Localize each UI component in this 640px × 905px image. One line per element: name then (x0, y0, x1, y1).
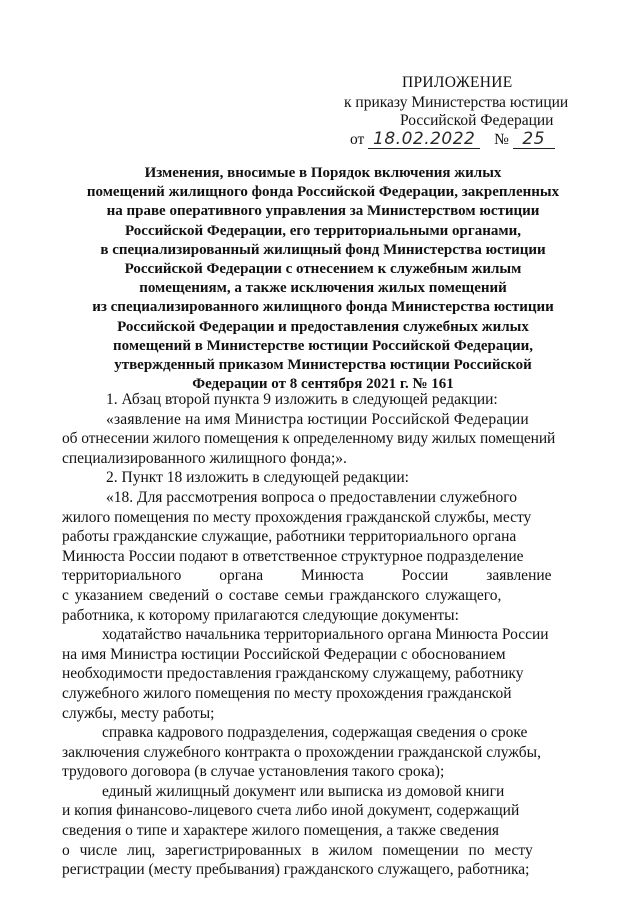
title-line: из специализированного жилищного фонда Министерства юстиции (92, 299, 554, 316)
document-item-line: регистрации (месту пребывания) гражданского служащего, работника; (62, 861, 530, 879)
appendix-order-ref: к приказу Министерства юстиции (344, 94, 569, 111)
quote-2-line: работника, к которому прилагаются следующие документы: (62, 606, 459, 624)
document-item-line: сведения о типе и характере жилого помещения, а также сведения (62, 822, 500, 840)
appendix-federation: Российской Федерации (400, 112, 554, 129)
appendix-date-number (350, 131, 555, 149)
document-item-line: ходатайство начальника территориального органа Минюста России (102, 626, 549, 644)
quote-1-line: об отнесении жилого помещения к определенному виду жилых помещений (62, 430, 556, 448)
document-item-line: о числе лиц, зарегистрированных в жилом помещении по месту (62, 841, 533, 859)
paragraph-2: 2. Пункт 18 изложить в следующей редакции: (106, 469, 409, 487)
title-line: Российской Федерации с отнесением к служебным жилым (124, 261, 522, 278)
document-item-line: справка кадрового подразделения, содержащая сведения о сроке (102, 724, 528, 742)
title-line: Федерации от 8 сентября 2021 г. № 161 (192, 376, 454, 393)
quote-1-line: специализированного жилищного фонда;». (62, 449, 347, 467)
title-line: помещениям, а также исключения жилых помещений (139, 280, 507, 297)
title-line: Российской Федерации и предоставления служебных жилых (117, 318, 529, 335)
document-item-line: служебного жилого помещения по месту прохождения гражданской (62, 684, 512, 702)
title-line: утвержденный приказом Министерства юстиции Российской (114, 357, 532, 374)
quote-2-line: Минюста России подают в ответственное структурное подразделение (62, 547, 524, 565)
number-prefix: № (494, 131, 509, 148)
document-body (62, 390, 572, 880)
document-item-line: единый жилищный документ или выписка из домовой книги (102, 782, 505, 800)
quote-2-line: «18. Для рассмотрения вопроса о предоставлении служебного (106, 488, 517, 506)
document-item-line: службы, месту работы; (62, 704, 215, 722)
handwritten-number: 25 (513, 131, 555, 149)
quote-2-line: с указанием сведений о составе семьи гражданского служащего, (62, 586, 502, 604)
title-line: в специализированный жилищный фонд Министерства юстиции (100, 241, 546, 258)
title-line: Изменения, вносимые в Порядок включения жилых (144, 165, 502, 181)
document-item-line: на имя Министра юстиции Российской Федерации с обоснованием (62, 645, 506, 663)
quote-2-line: территориального органа Минюста России заявление (62, 567, 552, 585)
title-line: Российской Федерации, его территориальными органами, (125, 222, 521, 239)
quote-2-line: работы гражданские служащие, работники территориального органа (62, 528, 517, 546)
document-item-line: и копия финансово-лицевого счета либо иной документ, содержащий (62, 802, 520, 820)
date-prefix: от (350, 131, 365, 148)
appendix-title: ПРИЛОЖЕНИЕ (402, 74, 513, 91)
document-item-line: трудового договора (в случае установления такого срока); (62, 763, 445, 781)
title-line: помещений жилищного фонда Российской Федерации, закрепленных (86, 184, 560, 201)
title-line: на праве оперативного управления за Министерством юстиции (106, 203, 540, 220)
handwritten-date: 18.02.2022 (368, 131, 480, 149)
paragraph-1: 1. Абзац второй пункта 9 изложить в следующей редакции: (106, 391, 498, 408)
quote-1-line: «заявление на имя Министра юстиции Российской Федерации (106, 410, 529, 428)
document-item-line: заключения служебного контракта о прохождении гражданской службы, (62, 743, 541, 761)
title-line: помещений в Министерстве юстиции Российской Федерации, (112, 337, 534, 354)
document-item-line: необходимости предоставления гражданскому служащему, работнику (62, 665, 524, 683)
document-title (60, 164, 586, 394)
quote-2-line: жилого помещения по месту прохождения гражданской службы, месту (62, 508, 532, 526)
